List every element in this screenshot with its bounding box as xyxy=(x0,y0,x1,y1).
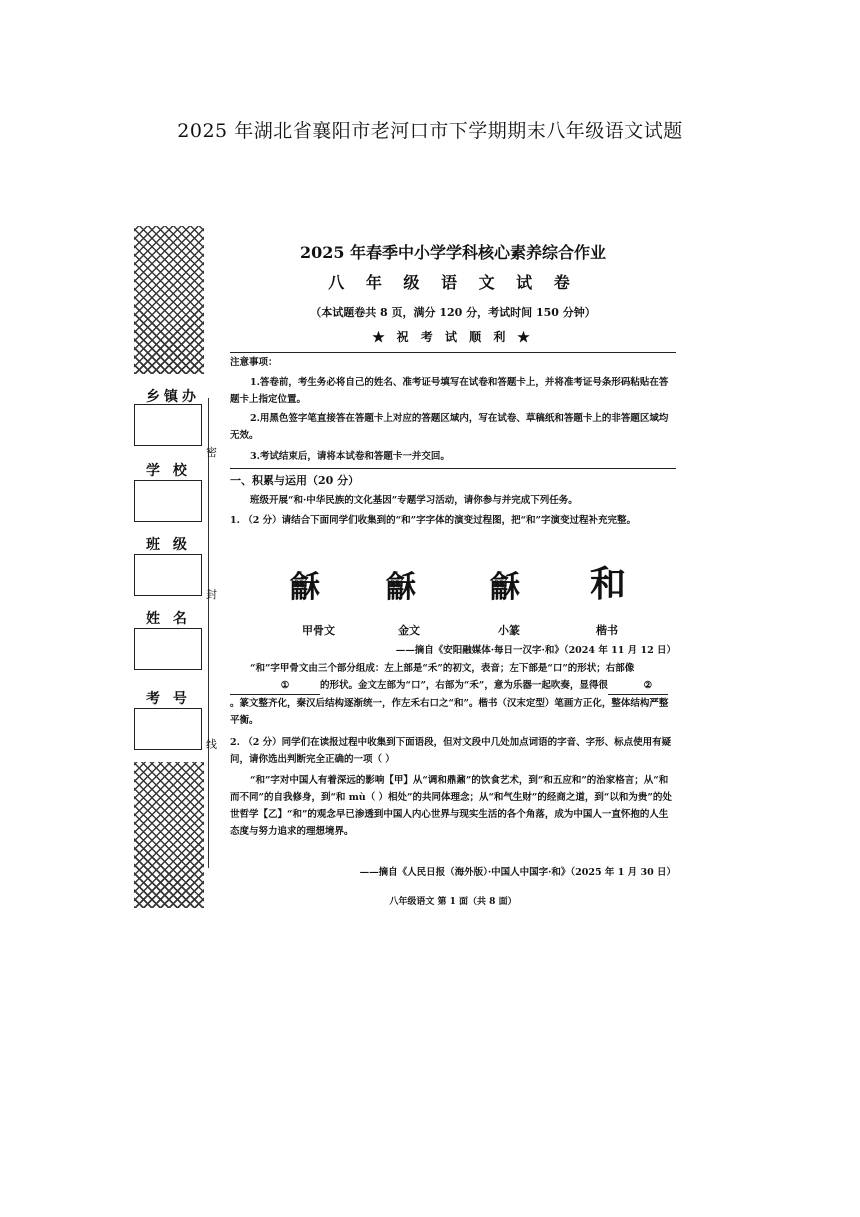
bottom-hatch-pattern xyxy=(134,762,204,908)
notice-2: 2.用黑色签字笔直接答在答题卡上对应的答题区域内，写在试卷、草稿纸和答题卡上的非答题区域均无效。 xyxy=(230,413,669,441)
binding-char-line: 线 xyxy=(206,738,217,751)
binding-line xyxy=(208,398,209,868)
source-1: ——摘自《安阳融媒体·每日一汉字·和》（2024 年 11 月 12 日） xyxy=(395,645,676,656)
explanation-part-a: “和”字甲骨文由三个部分组成：左上部是“禾”的初文，表音；左下部是“口”的形状；右部像 xyxy=(250,663,635,674)
box-class xyxy=(134,554,202,596)
exam-title-line2: 八 年 级 语 文 试 卷 xyxy=(328,273,578,292)
label-seal: 小篆 xyxy=(498,624,520,637)
notice-heading: 注意事项： xyxy=(230,357,278,368)
label-school: 学 校 xyxy=(146,463,191,479)
scanned-exam-page xyxy=(128,222,680,912)
passage-2: “和”字对中国人有着深远的影响【甲】从“调和鼎鼐”的饮食艺术，到“和五应和”的治家格言；从“和而不同”的自我修身，到“和 mù（ ）相处”的共同体理念；从“和气生财”的经商之道，到“以和为贵”的处世哲学【乙】“和”的观念早已渗透到中国人内心世界与现实生活的各个角落，成为中国人一直怀抱的人生态度与努力追求的理想境界。 xyxy=(230,775,672,837)
script-evolution-figure xyxy=(290,556,660,612)
page-footer: 八年级语文 第 1 面（共 8 面） xyxy=(389,897,517,907)
explanation-part-c: 。篆文整齐化，秦汉后结构逐渐统一，作左禾右口之“和”。楷书（汉末定型）笔画方正化，整体结构严整平衡。 xyxy=(230,698,669,726)
question-2: 2. （2 分）同学们在读报过程中收集到下面语段，但对文段中几处加点词语的字音、字形、标点使用有疑问，请你选出判断完全正确的一项（ ） xyxy=(230,737,672,765)
box-township xyxy=(134,404,202,446)
explanation-paragraph xyxy=(230,660,676,729)
document-title: 2025 年湖北省襄阳市老河口市下学期期末八年级语文试题 xyxy=(177,120,683,142)
label-oracle: 甲骨文 xyxy=(302,624,335,637)
source-2: ——摘自《人民日报（海外版）·中国人中国字·和》（2025 年 1 月 30 日） xyxy=(359,867,676,878)
notice-3: 3.考试结束后，请将本试卷和答题卡一并交回。 xyxy=(250,451,450,462)
box-exam-number xyxy=(134,708,202,750)
notice-1: 1.答卷前，考生务必将自己的姓名、准考证号填写在试卷和答题卡上，并将准考证号条形码粘贴在答题卡上指定位置。 xyxy=(230,377,669,405)
exam-wish: ★ 祝 考 试 顺 利 ★ xyxy=(372,330,534,344)
blank-1: ① xyxy=(230,677,320,695)
divider-bottom xyxy=(230,468,676,469)
question-1: 1. （2 分）请结合下面同学们收集到的“和”字字体的演变过程图，把“和”字演变过程补充完整。 xyxy=(230,515,637,526)
section-heading: 一、积累与运用（20 分） xyxy=(230,474,360,487)
glyph-bronze: 龢 xyxy=(386,570,416,605)
exam-title-line1: 2025 年春季中小学学科核心素养综合作业 xyxy=(299,243,607,262)
binding-char-seal: 密 xyxy=(206,446,217,459)
label-township: 乡镇办 xyxy=(146,389,200,405)
glyph-seal: 龢 xyxy=(490,570,520,605)
explanation-part-b: 的形状。金文左部为“口”，右部为“禾”，意为乐器一起吹奏，显得很 xyxy=(320,680,608,691)
binding-char-close: 封 xyxy=(206,588,217,601)
glyph-oracle: 龢 xyxy=(290,570,320,605)
activity-intro: 班级开展“和·中华民族的文化基因”专题学习活动，请你参与并完成下列任务。 xyxy=(250,495,578,506)
exam-meta: （本试题卷共 8 页，满分 120 分，考试时间 150 分钟） xyxy=(310,306,596,319)
top-hatch-pattern xyxy=(134,226,204,374)
label-exam-number: 考 号 xyxy=(146,691,191,707)
label-class: 班 级 xyxy=(146,537,191,553)
glyph-regular: 和 xyxy=(590,563,627,605)
divider-top xyxy=(230,352,676,353)
box-name xyxy=(134,628,202,670)
box-school xyxy=(134,480,202,522)
label-name: 姓 名 xyxy=(146,611,191,627)
label-bronze: 金文 xyxy=(398,624,420,637)
label-regular: 楷书 xyxy=(596,624,618,637)
blank-2: ② xyxy=(608,677,668,695)
